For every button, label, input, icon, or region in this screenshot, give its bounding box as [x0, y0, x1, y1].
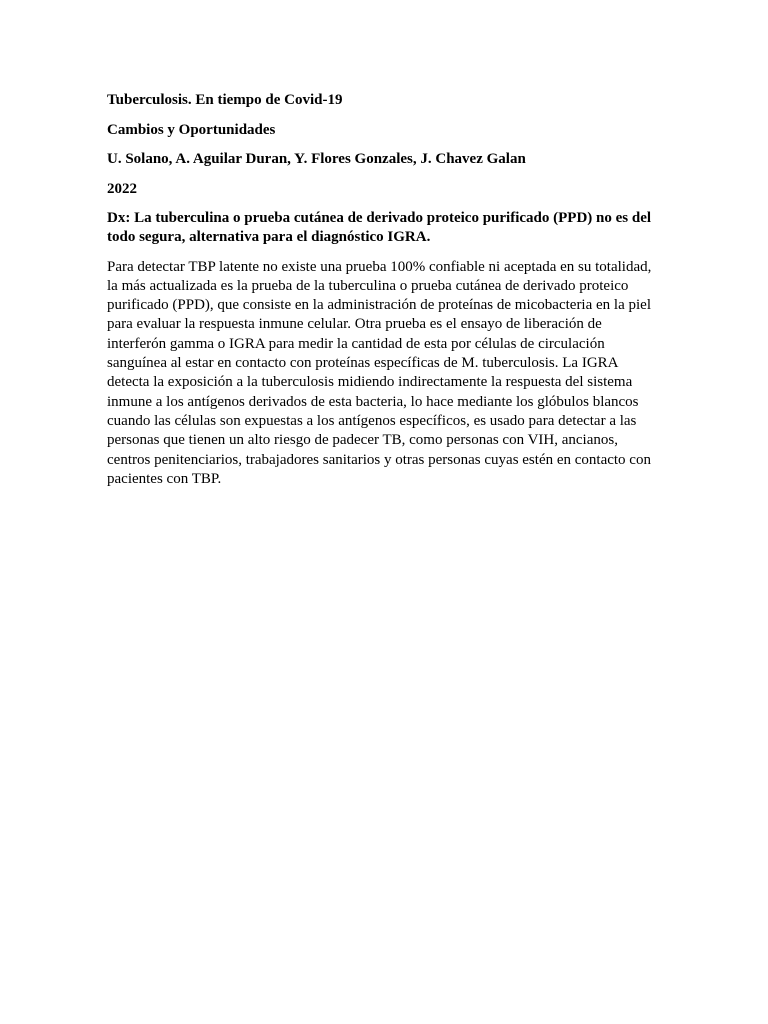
document-title: Tuberculosis. En tiempo de Covid-19 — [107, 92, 343, 108]
document-subtitle: Cambios y Oportunidades — [107, 121, 276, 138]
document-authors: U. Solano, A. Aguilar Duran, Y. Flores Gonzales, J. Chavez Galan — [107, 151, 526, 167]
body-paragraph: Para detectar TBP latente no existe una prueba 100% confiable ni aceptada en su totalidad, la más actualizada es la prueba de la tuberculina o prueba cutánea de derivado proteico purificado (PPD), que consiste en la administración de proteínas de micobacteria en la piel para evaluar la respuesta inmune celular. Otra prueba es el ensayo de liberación de interferón gamma o IGRA para medir la cantidad de esta por células de circulación sanguínea al estar en contacto con proteínas específicas de M. tuberculosis. La IGRA detecta la exposición a la tuberculosis midiendo indirectamente la respuesta del sistema inmune a los antígenos derivados de esta bacteria, lo hace mediante los glóbulos blancos cuando las células son expuestas a los antígenos específicos, es usado para detectar a las personas que tienen un alto riesgo de padecer TB, como personas con VIH, ancianos, centros penitenciarios, trabajadores sanitarios y otras personas cuyas estén en contacto con pacientes con TBP. — [107, 258, 652, 487]
document-page — [107, 91, 659, 489]
document-year: 2022 — [107, 180, 137, 197]
dx-heading: Dx: La tuberculina o prueba cutánea de derivado proteico purificado (PPD) no es del todo segura, alternativa para el diagnóstico IGRA. — [107, 210, 652, 246]
